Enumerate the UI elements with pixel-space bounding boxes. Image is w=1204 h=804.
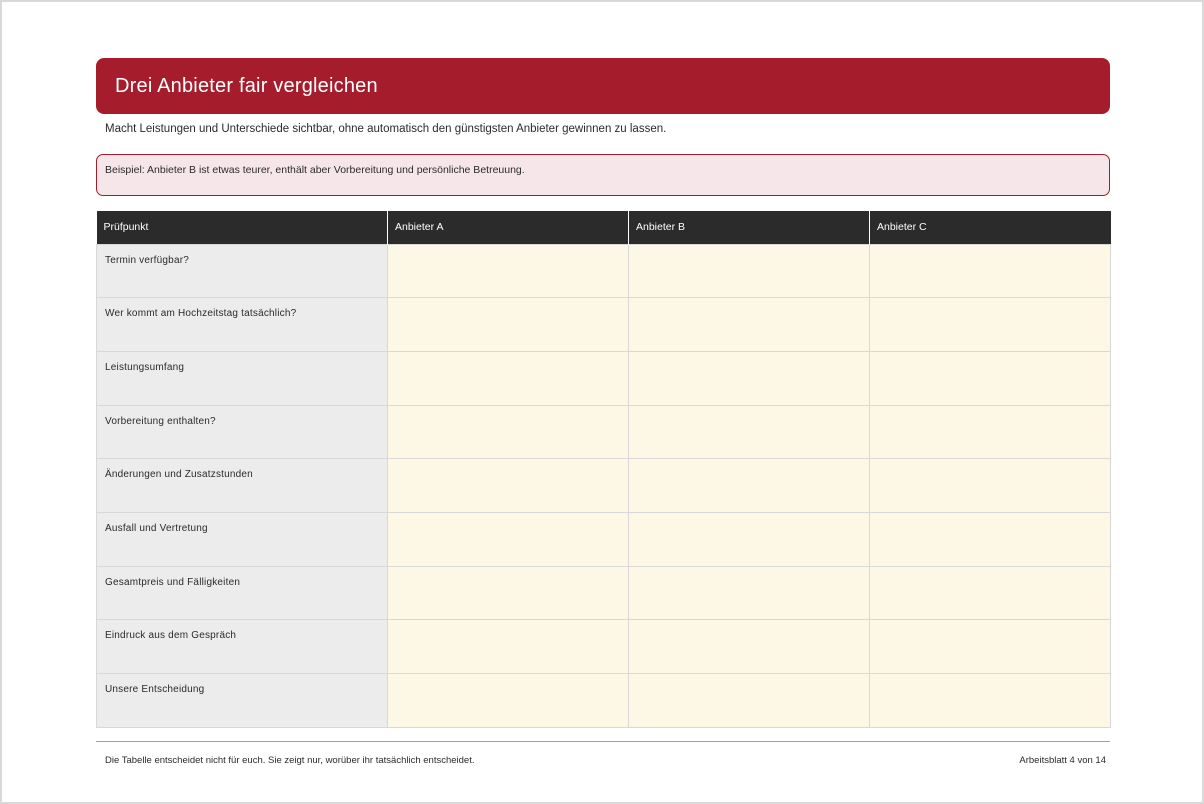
entry-cell-anbieter-a[interactable]: [388, 674, 629, 728]
table-row: [97, 405, 1111, 459]
entry-cell-anbieter-b[interactable]: [629, 620, 870, 674]
page-number: Arbeitsblatt 4 von 14: [1019, 755, 1106, 766]
entry-cell-anbieter-c[interactable]: [870, 459, 1111, 513]
comparison-table: [96, 211, 1111, 728]
row-label: Gesamtpreis und Fälligkeiten: [97, 566, 388, 620]
entry-cell-anbieter-a[interactable]: [388, 405, 629, 459]
table-row: [97, 620, 1111, 674]
table-row: [97, 512, 1111, 566]
table-row: [97, 244, 1111, 298]
example-text: Beispiel: Anbieter B ist etwas teurer, enthält aber Vorbereitung und persönliche Betreuung.: [105, 164, 525, 176]
entry-cell-anbieter-b[interactable]: [629, 566, 870, 620]
table-row: [97, 459, 1111, 513]
entry-cell-anbieter-a[interactable]: [388, 298, 629, 352]
table-row: [97, 674, 1111, 728]
footer-note: Die Tabelle entscheidet nicht für euch. Sie zeigt nur, worüber ihr tatsächlich entscheidet.: [105, 755, 475, 766]
row-label: Ausfall und Vertretung: [97, 512, 388, 566]
row-label: Eindruck aus dem Gespräch: [97, 620, 388, 674]
entry-cell-anbieter-c[interactable]: [870, 244, 1111, 298]
entry-cell-anbieter-b[interactable]: [629, 405, 870, 459]
row-label: Wer kommt am Hochzeitstag tatsächlich?: [97, 298, 388, 352]
entry-cell-anbieter-b[interactable]: [629, 459, 870, 513]
entry-cell-anbieter-c[interactable]: [870, 620, 1111, 674]
entry-cell-anbieter-c[interactable]: [870, 298, 1111, 352]
row-label: Änderungen und Zusatzstunden: [97, 459, 388, 513]
entry-cell-anbieter-c[interactable]: [870, 405, 1111, 459]
entry-cell-anbieter-c[interactable]: [870, 674, 1111, 728]
row-label: Vorbereitung enthalten?: [97, 405, 388, 459]
row-label: Termin verfügbar?: [97, 244, 388, 298]
entry-cell-anbieter-a[interactable]: [388, 620, 629, 674]
entry-cell-anbieter-c[interactable]: [870, 351, 1111, 405]
entry-cell-anbieter-a[interactable]: [388, 459, 629, 513]
footer-divider: [96, 741, 1110, 742]
entry-cell-anbieter-a[interactable]: [388, 566, 629, 620]
entry-cell-anbieter-b[interactable]: [629, 512, 870, 566]
entry-cell-anbieter-b[interactable]: [629, 674, 870, 728]
entry-cell-anbieter-b[interactable]: [629, 298, 870, 352]
entry-cell-anbieter-a[interactable]: [388, 351, 629, 405]
column-header-anbieter-b: Anbieter B: [629, 211, 870, 244]
column-header-anbieter-a: Anbieter A: [388, 211, 629, 244]
title-banner: [96, 58, 1110, 114]
column-header-pruefpunkt: Prüfpunkt: [97, 211, 388, 244]
entry-cell-anbieter-a[interactable]: [388, 244, 629, 298]
example-callout: [96, 154, 1110, 196]
entry-cell-anbieter-c[interactable]: [870, 512, 1111, 566]
page-subtitle: Macht Leistungen und Unterschiede sichtbar, ohne automatisch den günstigsten Anbieter gewinnen zu lassen.: [105, 123, 667, 135]
entry-cell-anbieter-b[interactable]: [629, 351, 870, 405]
row-label: Leistungsumfang: [97, 351, 388, 405]
entry-cell-anbieter-a[interactable]: [388, 512, 629, 566]
row-label: Unsere Entscheidung: [97, 674, 388, 728]
column-header-anbieter-c: Anbieter C: [870, 211, 1111, 244]
table-row: [97, 351, 1111, 405]
entry-cell-anbieter-b[interactable]: [629, 244, 870, 298]
table-header-row: [97, 211, 1111, 244]
page-title: Drei Anbieter fair vergleichen: [115, 74, 378, 97]
table-row: [97, 566, 1111, 620]
entry-cell-anbieter-c[interactable]: [870, 566, 1111, 620]
table-row: [97, 298, 1111, 352]
